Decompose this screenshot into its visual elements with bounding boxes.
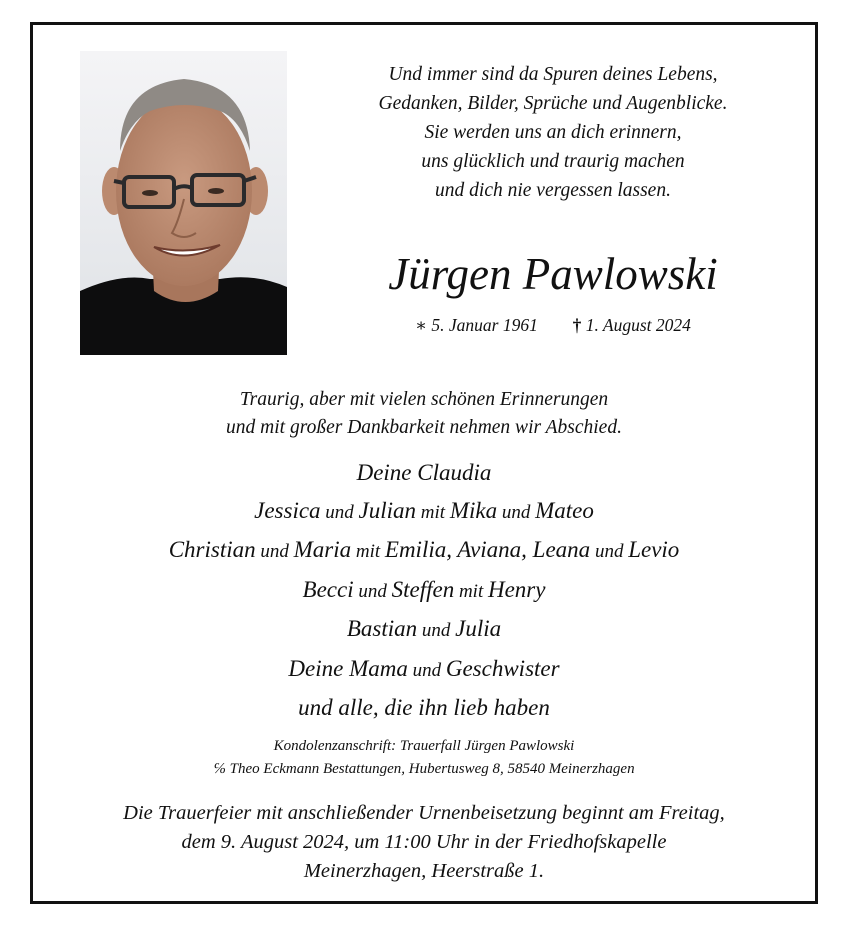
mourner-row	[40, 531, 808, 571]
mourner-name: Jessica	[254, 497, 321, 523]
death-cross-icon: †	[572, 315, 582, 335]
mourners-list	[40, 454, 808, 727]
mourner-name: Mateo	[535, 497, 594, 523]
poem-line: Und immer sind da Spuren deines Lebens,	[388, 64, 718, 85]
mourner-name: Deine Mama	[288, 655, 408, 681]
service-line: Die Trauerfeier mit anschließender Urnenbeisetzung beginnt am Freitag,	[123, 802, 725, 824]
connector-word: und	[320, 501, 359, 523]
mourner-name: Deine Claudia	[356, 460, 492, 485]
mourner-name: Emilia, Aviana, Leana	[384, 537, 591, 562]
connector-word: mit	[454, 580, 488, 602]
connector-word: und	[407, 659, 446, 681]
mourner-name: Steffen	[391, 576, 455, 602]
mourner-row	[40, 454, 808, 492]
mourner-row	[40, 650, 808, 690]
farewell-intro	[40, 386, 808, 442]
mourner-row	[40, 610, 808, 650]
connector-word: und	[353, 580, 392, 602]
mourner-name: Levio	[628, 537, 680, 562]
death-date: 1. August 2024	[585, 315, 691, 335]
mourner-name: Becci	[302, 576, 354, 602]
mourner-row	[40, 492, 808, 532]
birth-date: 5. Januar 1961	[431, 315, 538, 335]
mourner-name: Julian	[358, 497, 417, 523]
birth-asterisk-icon: ∗	[415, 315, 428, 335]
connector-word: und	[497, 501, 536, 523]
poem	[318, 60, 788, 205]
service-line: dem 9. August 2024, um 11:00 Uhr in der Friedhofskapelle	[181, 831, 667, 853]
mourner-name: Geschwister	[445, 655, 560, 681]
connector-word: und	[255, 541, 294, 562]
connector-word: mit	[351, 541, 385, 562]
address-line: ℅ Theo Eckmann Bestattungen, Hubertusweg 8, 58540 Meinerzhagen	[213, 761, 635, 777]
funeral-service-info	[40, 799, 808, 886]
poem-line: uns glücklich und traurig machen	[421, 151, 685, 172]
mourner-name: Julia	[455, 616, 502, 641]
mourner-name: Maria	[293, 537, 352, 562]
mourner-name: Christian	[168, 537, 256, 562]
mourner-name: Mika	[449, 497, 498, 523]
connector-word: und	[590, 541, 629, 562]
deceased-name: Jürgen Pawlowski	[388, 249, 718, 299]
poem-line: Gedanken, Bilder, Sprüche und Augenblicke.	[378, 93, 728, 114]
life-dates	[318, 313, 788, 337]
intro-line: Traurig, aber mit vielen schönen Erinnerungen	[239, 389, 609, 410]
intro-line: und mit großer Dankbarkeit nehmen wir Abschied.	[226, 417, 622, 438]
portrait-photo	[80, 51, 287, 355]
poem-line: Sie werden uns an dich erinnern,	[424, 122, 682, 143]
mourner-name: Henry	[487, 576, 546, 602]
mourner-name: Bastian	[346, 616, 418, 641]
mourner-row	[40, 689, 808, 727]
connector-word: mit	[416, 501, 450, 523]
portrait-photo-icon	[80, 51, 287, 355]
connector-word: und	[417, 620, 456, 641]
poem-line: und dich nie vergessen lassen.	[435, 180, 671, 201]
condolence-address	[40, 735, 808, 781]
address-line: Kondolenzanschrift: Trauerfall Jürgen Pawlowski	[273, 738, 575, 754]
mourner-row	[40, 571, 808, 611]
mourner-name: und alle, die ihn lieb haben	[298, 695, 550, 720]
service-line: Meinerzhagen, Heerstraße 1.	[303, 860, 545, 882]
